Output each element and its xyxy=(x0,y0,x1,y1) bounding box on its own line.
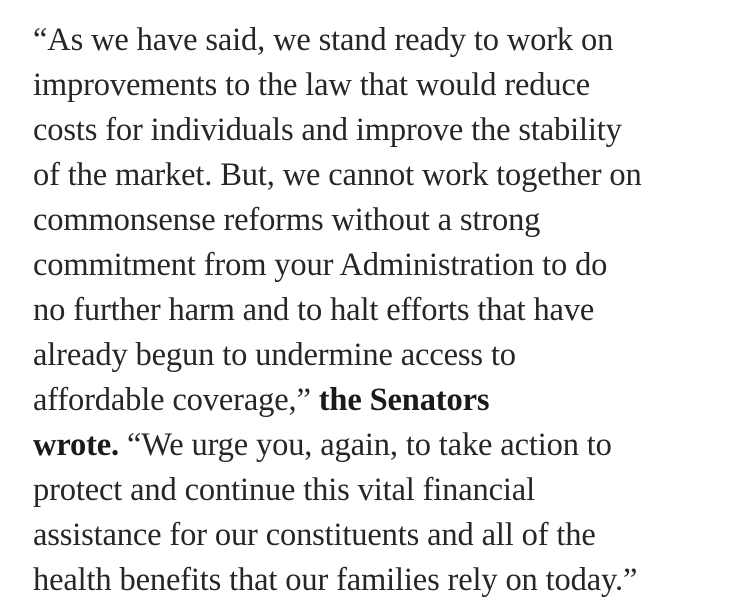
quote-line-7: no further harm and to halt efforts that have xyxy=(33,292,595,328)
quote-line-11: protect and continue this vital financial xyxy=(33,472,535,508)
quote-line-13: health benefits that our families rely on today.” xyxy=(33,562,638,598)
quote-line-9-text: affordable coverage,” xyxy=(33,382,311,418)
quote-line-3: costs for individuals and improve the stability xyxy=(33,112,622,148)
quote-line-9 xyxy=(33,378,733,423)
quote-paragraph xyxy=(33,18,733,603)
quote-line-12: assistance for our constituents and all of the xyxy=(33,517,596,553)
quote-line-6: commitment from your Administration to do xyxy=(33,247,608,283)
quote-line-1: “As we have said, we stand ready to work on xyxy=(33,22,614,58)
quote-line-5: commonsense reforms without a strong xyxy=(33,202,541,238)
quote-line-2: improvements to the law that would reduce xyxy=(33,67,591,103)
quote-line-4: of the market. But, we cannot work together on xyxy=(33,157,642,193)
quote-line-8: already begun to undermine access to xyxy=(33,337,516,373)
attribution-wrote: wrote. xyxy=(33,427,120,463)
attribution-senators: the Senators xyxy=(318,382,490,418)
continuation-line-1: “We urge you, again, to take action to xyxy=(127,427,612,463)
quote-line-10 xyxy=(33,423,733,468)
